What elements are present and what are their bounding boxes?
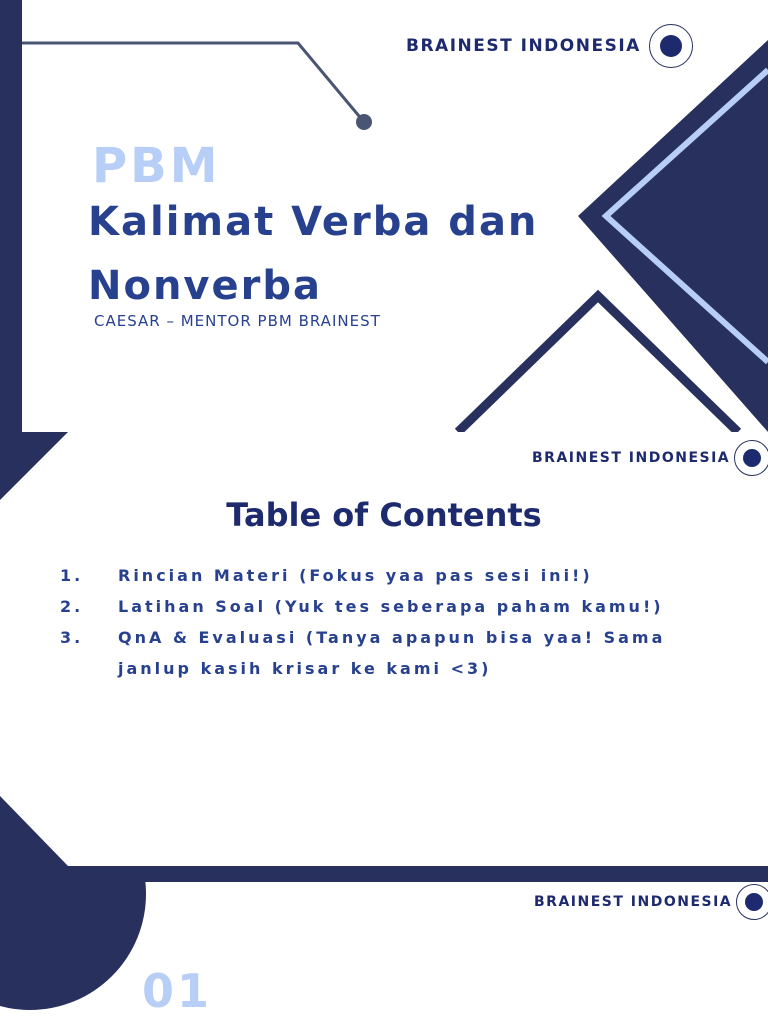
connector-dot (356, 114, 372, 130)
presenter-subtitle: CAESAR – MENTOR PBM BRAINEST (94, 312, 381, 330)
brain-logo-icon (649, 24, 693, 68)
toc-item-number: 2. (60, 597, 84, 616)
brand-header (534, 884, 768, 920)
brain-logo-icon (736, 884, 768, 920)
bottom-left-triangle (0, 796, 68, 866)
toc-item-text: Rincian Materi (Fokus yaa pas sesi ini!) (118, 566, 593, 585)
section-slide (0, 882, 768, 1024)
brand-header (532, 440, 768, 476)
brand-name: BRAINEST INDONESIA (406, 36, 641, 56)
brand-header (406, 24, 693, 68)
toc-list (60, 560, 700, 684)
brand-name: BRAINEST INDONESIA (532, 450, 731, 466)
toc-item (60, 560, 700, 591)
slide-divider (0, 866, 768, 882)
top-left-triangle (0, 432, 68, 500)
kicker-label: PBM (92, 138, 221, 194)
brand-name: BRAINEST INDONESIA (534, 894, 733, 910)
toc-item (60, 591, 700, 622)
toc-heading: Table of Contents (226, 496, 542, 534)
toc-slide (0, 432, 768, 866)
title-slide (0, 0, 768, 432)
connector-line (22, 43, 364, 122)
toc-item-text: QnA & Evaluasi (Tanya apapun bisa yaa! Sama janlup kasih krisar ke kami <3) (118, 628, 666, 678)
slide-title: Kalimat Verba dan Nonverba (88, 199, 539, 309)
toc-item-number: 1. (60, 566, 84, 585)
toc-item-text: Latihan Soal (Yuk tes seberapa paham kamu!) (118, 597, 664, 616)
brain-logo-icon (734, 440, 768, 476)
toc-item-number: 3. (60, 628, 84, 647)
toc-item (60, 622, 700, 684)
section-number: 01 (142, 964, 213, 1018)
